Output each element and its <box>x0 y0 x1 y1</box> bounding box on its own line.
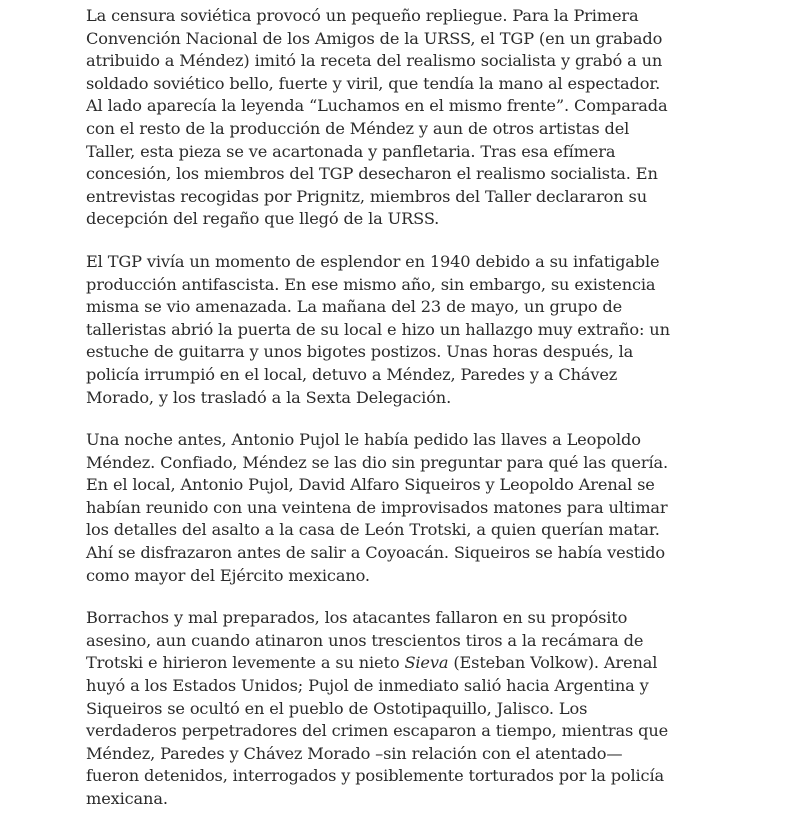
paragraph-atentado-text-start: Borrachos y mal preparados, los atacantes fallaron en su propósito asesino, aun cuando atinaron unos trescientos tiros a la recámara de Trotski e hirieron levemente a su nieto <box>86 608 644 673</box>
paragraph-atentado-text-end: (Esteban Volkow). Arenal huyó a los Estados Unidos; Pujol de inmediato salió hacia Argentina y Siqueiros se ocultó en el pueblo de Ostotipaquillo, Jalisco. Los verdaderos perpetradores del crimen escaparon a tiempo, mientras que Méndez, Paredes y Chávez Morado –sin relación con el atentado— fueron detenidos, interrogados y posiblemente torturados por la policía mexicana. <box>86 653 669 808</box>
paragraph-atentado <box>86 607 676 810</box>
paragraph-tgp-esplendor: El TGP vivía un momento de esplendor en 1940 debido a su infatigable producción antifascista. En ese mismo año, sin embargo, su existencia misma se vio amenazada. La mañana del 23 de mayo, un grupo de talleristas abrió la puerta de su local e hizo un hallazgo muy extraño: un estuche de guitarra y unos bigotes postizos. Unas horas después, la policía irrumpió en el local, detuvo a Méndez, Paredes y a Chávez Morado, y los trasladó a la Sexta Delegación. <box>86 251 670 407</box>
paragraph-noche-antes: Una noche antes, Antonio Pujol le había pedido las llaves a Leopoldo Méndez. Confiado, Méndez se las dio sin preguntar para qué las quería. En el local, Antonio Pujol, David Alfaro Siqueiros y Leopoldo Arenal se habían reunido con una veintena de improvisados matones para ultimar los detalles del asalto a la casa de León Trotski, a quien querían matar. Ahí se disfrazaron antes de salir a Coyoacán. Siqueiros se había vestido como mayor del Ejército mexicano. <box>86 430 668 585</box>
paragraph-censura-sovietica: La censura soviética provocó un pequeño repliegue. Para la Primera Convención Nacional de los Amigos de la URSS, el TGP (en un grabado atribuido a Méndez) imitó la receta del realismo socialista y grabó a un soldado soviético bello, fuerte y viril, que tendía la mano al espectador. Al lado aparecía la leyenda “Luchamos en el mismo frente”. Comparada con el resto de la producción de Méndez y aun de otros artistas del Taller, esta pieza se ve acartonada y panfletaria. Tras esa efímera concesión, los miembros del TGP desecharon el realismo socialista. En entrevistas recogidas por Prignitz, miembros del Taller declararon su decepción del regaño que llegó de la URSS. <box>86 6 668 229</box>
article-body <box>86 5 676 831</box>
italic-name-sieva: Sieva <box>404 653 449 673</box>
